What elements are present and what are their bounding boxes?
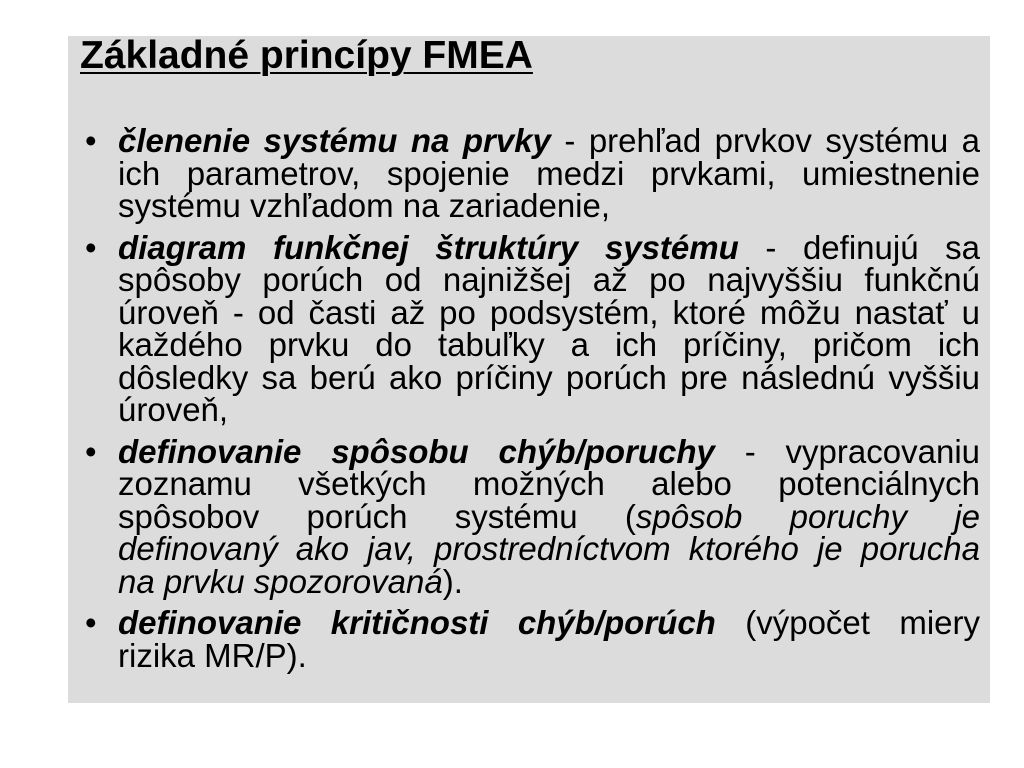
text-line bbox=[118, 228, 980, 266]
bullet-text: spôsobov porúch systému ( bbox=[118, 497, 636, 535]
bullet-text: dôsledky sa berú ako príčiny porúch pre následnú vyššiu bbox=[118, 358, 980, 396]
bullet-text: (výpočet miery bbox=[715, 604, 980, 641]
bullet-item bbox=[80, 432, 980, 600]
text-line bbox=[118, 497, 980, 535]
bullet-text: spôsoby porúch od najnižšej až po najvyššiu funkčnú bbox=[118, 261, 980, 298]
text-line bbox=[118, 636, 980, 674]
text-line bbox=[118, 465, 980, 502]
text-line bbox=[118, 358, 980, 396]
text-line bbox=[118, 187, 980, 224]
text-line bbox=[118, 530, 980, 567]
bullet-marker: • bbox=[85, 228, 97, 266]
bullet-heading: členenie systému na prvky bbox=[118, 122, 551, 159]
text-line bbox=[118, 326, 980, 363]
text-line bbox=[118, 391, 980, 428]
text-line bbox=[118, 604, 980, 641]
text-line bbox=[118, 293, 980, 331]
bullet-item bbox=[80, 604, 980, 674]
bullet-text: - prehľad prvkov systému a bbox=[550, 122, 980, 159]
text-line bbox=[118, 562, 980, 600]
bullet-text: definovaný ako jav, prostredníctvom ktorého je porucha bbox=[118, 530, 980, 567]
bullet-heading: definovanie kritičnosti chýb/porúch bbox=[118, 604, 716, 641]
bullet-item bbox=[80, 228, 980, 428]
bullet-text: spôsob poruchy je bbox=[635, 497, 980, 535]
bullet-text: úroveň - od časti až po podsystém, ktoré môžu nastať u bbox=[118, 293, 980, 331]
bullet-marker: • bbox=[85, 604, 97, 641]
text-line bbox=[118, 432, 980, 470]
bullet-heading: diagram funkčnej štruktúry systému bbox=[118, 228, 739, 266]
bullet-text: ich parametrov, spojenie medzi prvkami, umiestnenie bbox=[118, 154, 980, 192]
bullet-text: zoznamu všetkých možných alebo potenciálnych bbox=[118, 465, 980, 502]
bullet-marker: • bbox=[85, 122, 97, 159]
bullet-text: - definujú sa bbox=[738, 228, 980, 266]
bullet-text: rizika MR/P). bbox=[118, 636, 307, 674]
bullet-text: na prvku spozorovaná bbox=[118, 562, 443, 600]
text-line bbox=[118, 154, 980, 192]
bullet-marker: • bbox=[85, 432, 97, 470]
bullet-list bbox=[80, 122, 980, 674]
slide-title: Základné princípy FMEA bbox=[80, 34, 533, 77]
bullet-text: systému vzhľadom na zariadenie, bbox=[118, 187, 611, 224]
bullet-text: úroveň, bbox=[118, 391, 229, 428]
bullet-text: - vypracovaniu bbox=[714, 432, 980, 470]
text-line bbox=[118, 261, 980, 298]
text-line bbox=[118, 122, 980, 159]
bullet-text: ). bbox=[442, 562, 463, 600]
bullet-item bbox=[80, 122, 980, 224]
bullet-heading: definovanie spôsobu chýb/poruchy bbox=[118, 432, 715, 470]
bullet-text: každého prvku do tabuľky a ich príčiny, pričom ich bbox=[118, 326, 980, 363]
